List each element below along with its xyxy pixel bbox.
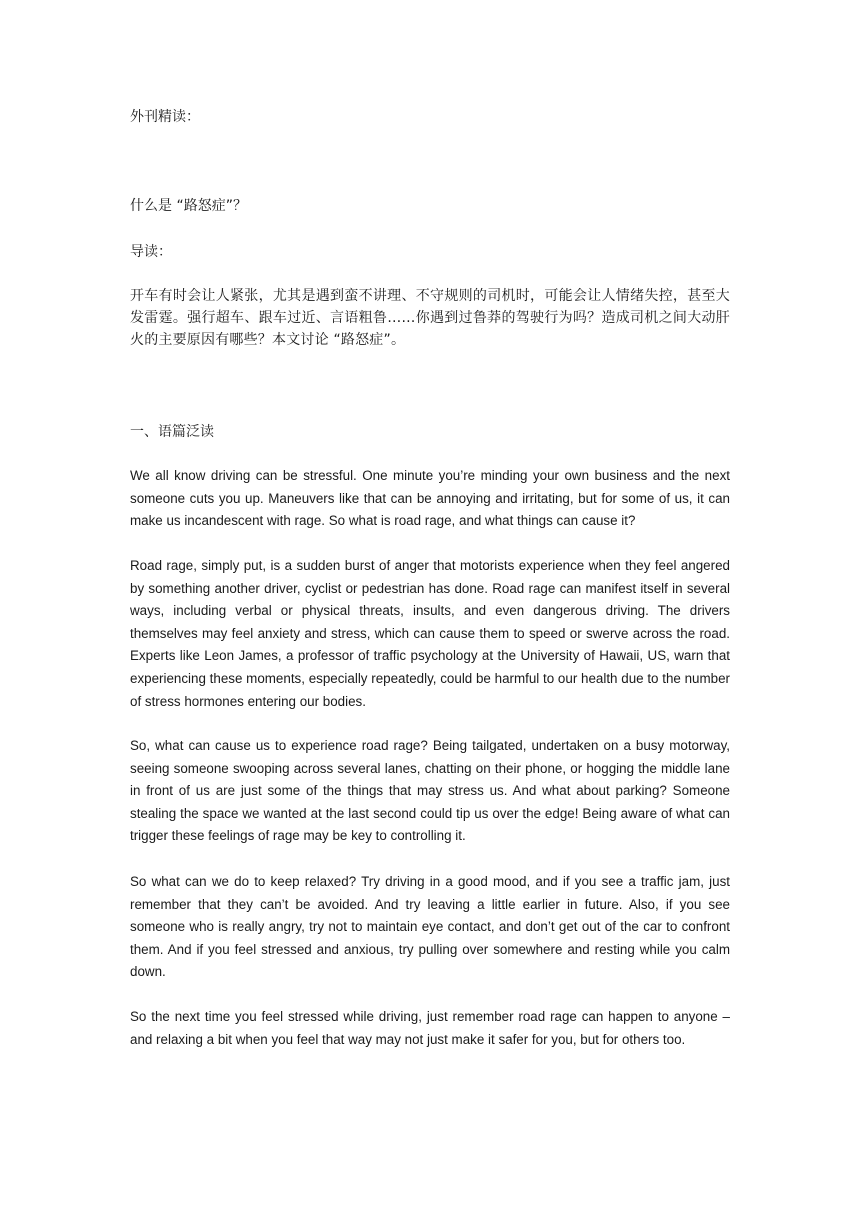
article-paragraph-3: So, what can cause us to experience road rage? Being tailgated, undertaken on a busy motorway, seeing someone swooping across several lanes, chatting on their phone, or hogging the middle lane in front of us are just some of the things that may stress us. And what about parking? Someone stealing the space we wanted at the last second could tip us over the edge! Being aware of what can trigger these feelings of rage may be key to controlling it.	[130, 738, 730, 844]
article-title: 什么是 “路怒症”？	[130, 198, 247, 214]
article-paragraph-5: So the next time you feel stressed while driving, just remember road rage can happen to anyone – and relaxing a bit when you feel that way may not just make it safer for you, but for others too.	[130, 1009, 730, 1047]
section-heading: 一、语篇泛读	[130, 424, 214, 440]
intro-heading: 导读：	[130, 244, 172, 260]
article-paragraph-4: So what can we do to keep relaxed? Try driving in a good mood, and if you see a traffic jam, just remember that they can’t be avoided. And try leaving a little earlier in future. Also, if you see someone who is really angry, try not to maintain eye contact, and don’t get out of the car to confront them. And if you feel stressed and anxious, try pulling over somewhere and resting while you calm down.	[130, 874, 730, 980]
intro-paragraph: 开车有时会让人紧张，尤其是遇到蛮不讲理、不守规则的司机时，可能会让人情绪失控，甚至大发雷霆。强行超车、跟车过近、言语粗鲁……你遇到过鲁莽的驾驶行为吗？造成司机之间大动肝火的主要原因有哪些？本文讨论 “路怒症”。	[130, 288, 730, 348]
article-paragraph-2: Road rage, simply put, is a sudden burst of anger that motorists experience when they feel angered by something another driver, cyclist or pedestrian has done. Road rage can manifest itself in several ways, including verbal or physical threats, insults, and even dangerous driving. The drivers themselves may feel anxiety and stress, which can cause them to speed or swerve across the road. Experts like Leon James, a professor of traffic psychology at the University of Hawaii, US, warn that experiencing these moments, especially repeatedly, could be harmful to our health due to the number of stress hormones entering our bodies.	[130, 558, 730, 709]
article-paragraph-1: We all know driving can be stressful. One minute you’re minding your own business and the next someone cuts you up. Maneuvers like that can be annoying and irritating, but for some of us, it can make us incandescent with rage. So what is road rage, and what things can cause it?	[130, 468, 730, 529]
doc-label: 外刊精读：	[130, 109, 200, 125]
